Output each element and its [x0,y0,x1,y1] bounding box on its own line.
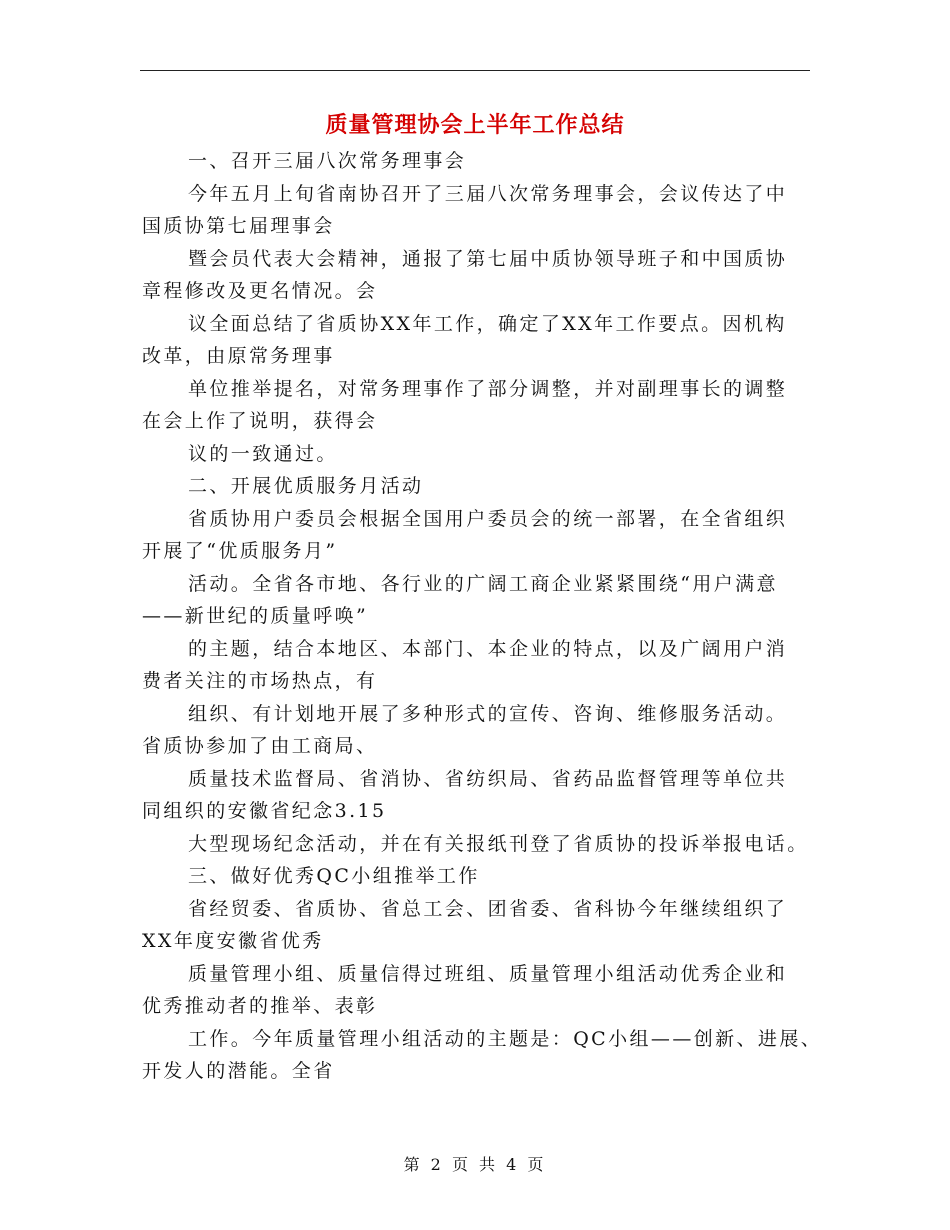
paragraph-line: 议全面总结了省质协XX年工作，确定了XX年工作要点。因机构 [188,312,787,335]
header-rule [140,70,810,71]
paragraph-line: 省质协参加了由工商局、 [142,735,378,757]
paragraph-line: 章程修改及更名情况。会 [142,280,378,302]
paragraph-line: 质量技术监督局、省消协、省纺织局、省药品监督管理等单位共 [188,767,788,790]
paragraph-line: 三、做好优秀QC小组推举工作 [188,865,480,887]
paragraph-line: 开展了“优质服务月” [142,540,338,562]
paragraph-line: 的主题，结合本地区、本部门、本企业的特点，以及广阔用户消 [188,637,788,660]
paragraph-line: 单位推举提名，对常务理事作了部分调整，并对副理事长的调整 [188,377,788,400]
document-body [142,145,822,1088]
paragraph-line: 大型现场纪念活动，并在有关报纸刊登了省质协的投诉举报电话。 [188,832,809,855]
page-number: 第 2 页 共 4 页 [403,1155,547,1174]
paragraph-line: ——新世纪的质量呼唤” [142,605,369,627]
paragraph-line: 一、召开三届八次常务理事会 [188,150,467,172]
paragraph-line: 费者关注的市场热点，有 [142,670,378,692]
paragraph-line: 质量管理小组、质量信得过班组、质量管理小组活动优秀企业和 [188,962,788,985]
paragraph-line: 暨会员代表大会精神，通报了第七届中质协领导班子和中国质协 [188,247,788,270]
paragraph-line: 优秀推动者的推举、表彰 [142,995,378,1017]
paragraph-line: 省经贸委、省质协、省总工会、团省委、省科协今年继续组织了 [188,897,788,920]
paragraph-line: 国质协第七届理事会 [142,215,335,237]
paragraph-line: 在会上作了说明，获得会 [142,410,378,432]
paragraph-line: 改革，由原常务理事 [142,345,335,367]
paragraph-line: 同组织的安徽省纪念3.15 [142,800,387,822]
paragraph-line: 活动。全省各市地、各行业的广阔工商企业紧紧围绕“用户满意 [188,572,778,595]
paragraph-line: 开发人的潜能。全省 [142,1060,335,1082]
paragraph-line: 组织、有计划地开展了多种形式的宣传、咨询、维修服务活动。 [188,702,788,725]
paragraph-line: 议的一致通过。 [188,442,338,465]
paragraph-line: 省质协用户委员会根据全国用户委员会的统一部署，在全省组织 [188,507,788,530]
paragraph-line: 工作。今年质量管理小组活动的主题是：QC小组——创新、进展、 [188,1027,823,1050]
paragraph-line: 今年五月上旬省南协召开了三届八次常务理事会，会议传达了中 [188,182,788,205]
paragraph-line: XX年度安徽省优秀 [142,930,324,952]
paragraph-line: 二、开展优质服务月活动 [188,475,424,497]
document-title: 质量管理协会上半年工作总结 [325,112,625,138]
